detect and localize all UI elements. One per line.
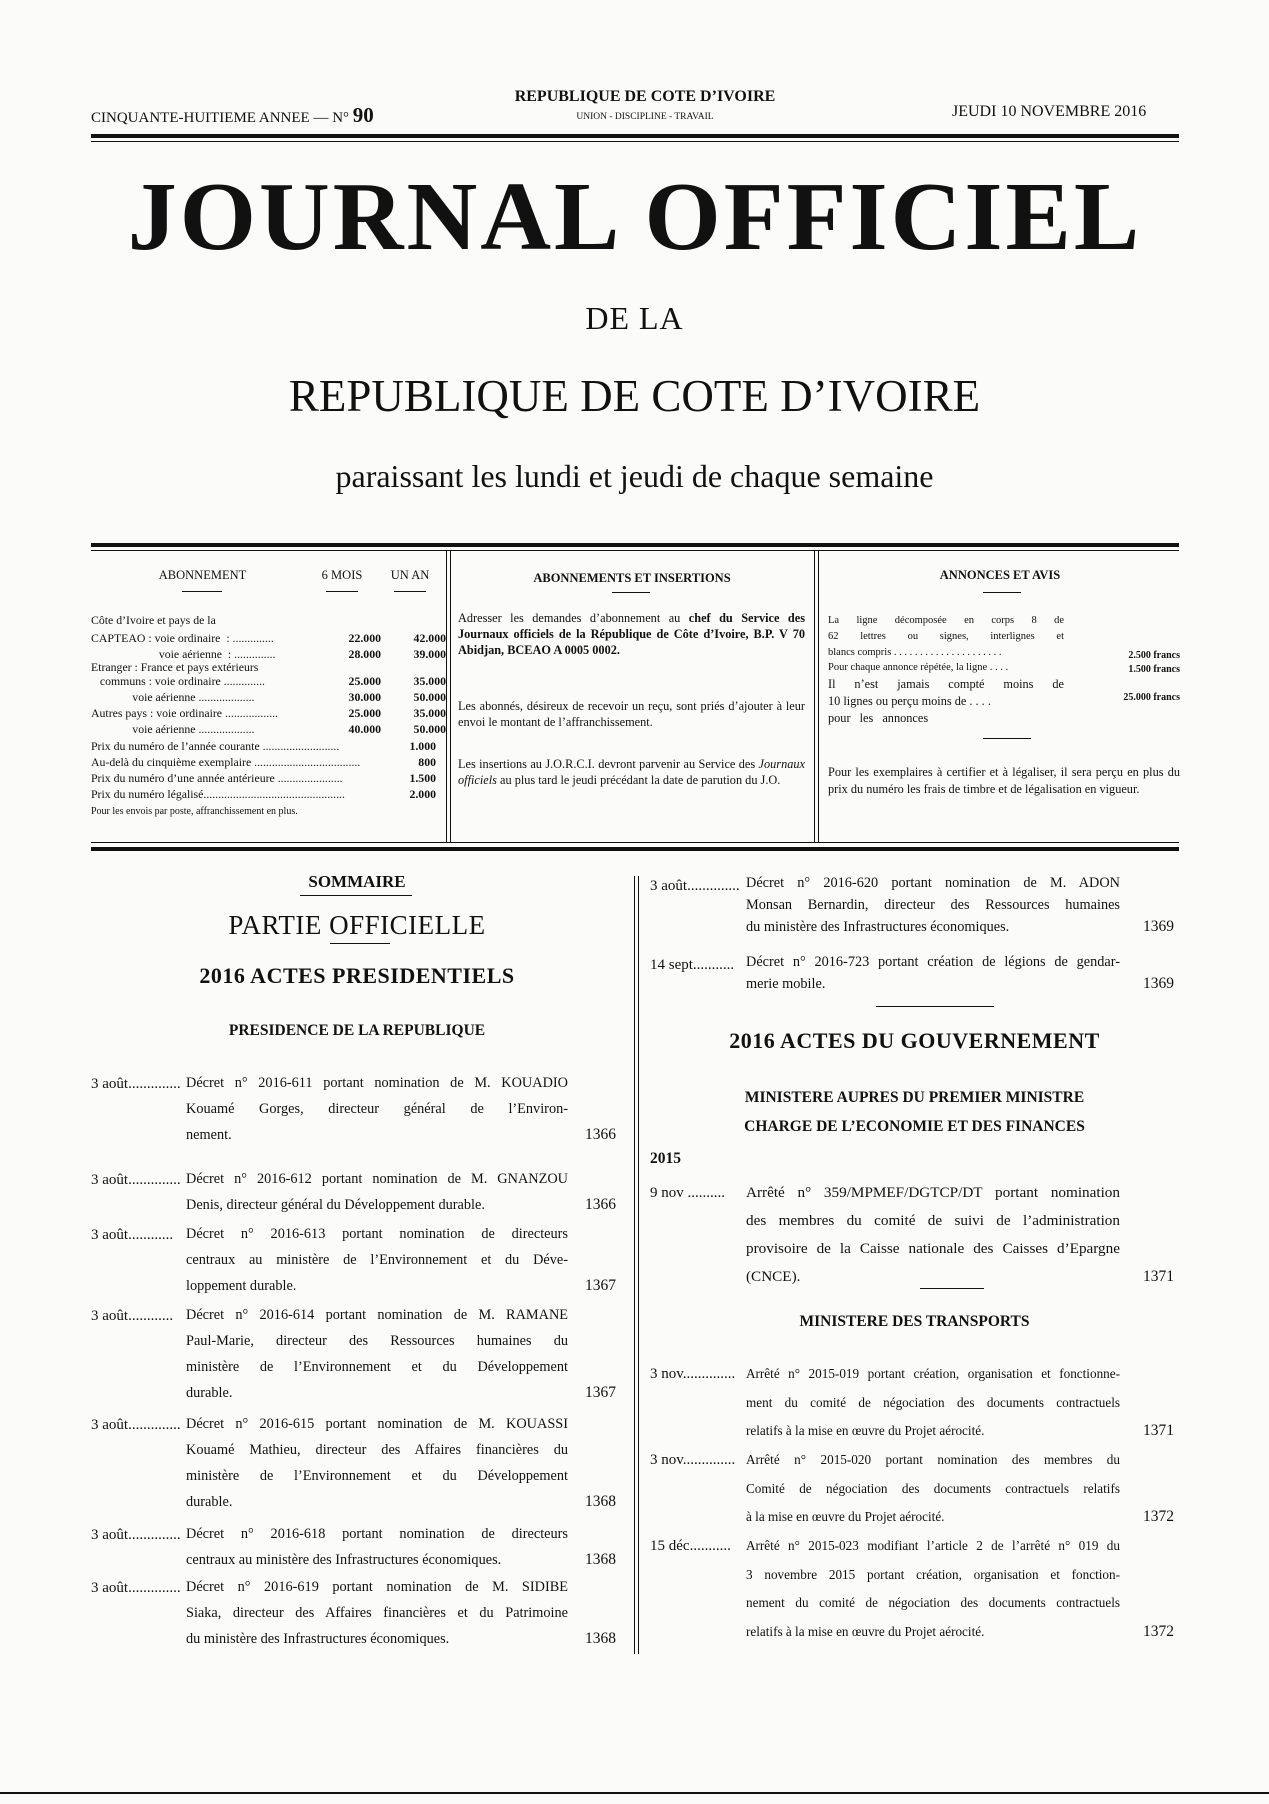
toc-line: 3 novembre 2015 portant création, organisation et fonction- xyxy=(746,1566,1120,1582)
toc-line: des membres du comité de suivi de l’administration xyxy=(746,1212,1120,1229)
issue-number: 90 xyxy=(352,103,374,127)
abonnement-header: ABONNEMENT xyxy=(158,568,247,582)
column-divider-b xyxy=(638,876,639,1654)
annonces-price-2: 1.500 francs xyxy=(1128,664,1180,675)
toc-line: Comité de négociation des documents contractuels relatifs xyxy=(746,1480,1120,1496)
rate-un-an: 2.000 xyxy=(409,787,436,801)
annonces-header: ANNONCES ET AVIS xyxy=(939,568,1061,582)
toc-description xyxy=(746,1360,1120,1446)
six-mois-underline xyxy=(326,591,358,592)
toc-date: 3 août............ xyxy=(91,1308,174,1324)
rate-label: Prix du numéro légalisé................................................ xyxy=(91,787,345,801)
toc-description xyxy=(746,1179,1120,1291)
rate-label: Prix du numéro d’une année antérieure ...................... xyxy=(91,771,343,785)
annonces-l3: blancs compris . . . . . . . . . . . . . . . . . . . . . xyxy=(828,647,1002,658)
toc-line: ment du comité de négociation des documents contractuels xyxy=(746,1394,1120,1410)
toc-description xyxy=(186,1166,568,1218)
insertions-p3 xyxy=(458,757,805,789)
toc-description xyxy=(186,1521,568,1573)
annonces-l7: pour les annonces xyxy=(828,711,929,725)
toc-line: Décret n° 2016-612 portant nomination de M. GNANZOU xyxy=(186,1171,568,1187)
toc-line: Décret n° 2016-611 portant nomination de M. KOUADIO xyxy=(186,1075,568,1091)
toc-description xyxy=(186,1221,568,1299)
column-divider xyxy=(634,876,635,1654)
toc-line: centraux au ministère de l’Environnement et du Déve- xyxy=(186,1252,568,1268)
toc-page-number: 1369 xyxy=(1143,975,1174,992)
annonces-price-1: 2.500 francs xyxy=(1128,650,1180,661)
toc-line: Monsan Bernardin, directeur des Ressources humaines xyxy=(746,897,1120,913)
rate-6-mois: 25.000 xyxy=(348,674,381,688)
rate-6-mois: 22.000 xyxy=(348,631,381,645)
toc-line: relatifs à la mise en œuvre du Projet aérocité. xyxy=(746,1423,985,1438)
rate-label: Autres pays : voie ordinaire .................. xyxy=(91,706,279,720)
toc-date: 3 août.............. xyxy=(91,1580,181,1596)
de-la: DE LA xyxy=(585,300,684,336)
box-bottom-rule-thick xyxy=(91,847,1179,851)
toc-line: ministère de l’Environnement et du Développement xyxy=(186,1359,568,1375)
toc-line: Décret n° 2016-620 portant nomination de M. ADON xyxy=(746,875,1120,891)
un-an-header: UN AN xyxy=(390,568,430,582)
annonces-underline xyxy=(983,592,1021,593)
annonces-separator xyxy=(983,738,1031,739)
toc-page-number: 1368 xyxy=(585,1493,616,1510)
toc-description xyxy=(186,1411,568,1515)
toc-line: durable. xyxy=(186,1494,233,1510)
right-separator-2 xyxy=(920,1288,984,1289)
toc-date: 3 août.............. xyxy=(91,1527,181,1543)
rate-un-an: 1.500 xyxy=(409,771,436,785)
actes-gouvernement: 2016 ACTES DU GOUVERNEMENT xyxy=(729,1028,1100,1053)
insertions-underline xyxy=(612,592,650,593)
toc-line: Décret n° 2016-723 portant création de légions de gendar- xyxy=(746,954,1120,970)
toc-line: nement du comité de négociation des documents contractuels xyxy=(746,1595,1120,1610)
ministere-eco-l1: MINISTERE AUPRES DU PREMIER MINISTRE xyxy=(744,1089,1085,1106)
rate-label: Prix du numéro de l’année courante .......................... xyxy=(91,739,340,753)
sommaire-title: SOMMAIRE xyxy=(308,872,406,891)
annonces-l1: La ligne décomposée en corps 8 de xyxy=(828,615,1064,626)
toc-line: du ministère des Infrastructures économiques. xyxy=(746,919,1010,935)
rate-un-an: 39.000 xyxy=(413,647,446,661)
insertions-p3-c: au plus tard le jeudi précédant la date de parution du J.O. xyxy=(496,772,781,787)
rate-label: Etranger : France et pays extérieurs xyxy=(91,660,259,674)
subscription-intro: Côte d’Ivoire et pays de la xyxy=(91,613,216,627)
toc-line: merie mobile. xyxy=(746,976,826,992)
annonces-l6: 10 lignes ou perçu moins de . . . . xyxy=(828,694,991,708)
journal-title: JOURNAL OFFICIEL xyxy=(127,163,1143,271)
toc-line: Kouamé Mathieu, directeur des Affaires financières du xyxy=(186,1442,568,1458)
toc-line: Kouamé Gorges, directeur général de l’Environ- xyxy=(186,1101,568,1117)
masthead-top-rule-thin xyxy=(91,141,1179,142)
toc-page-number: 1366 xyxy=(585,1126,616,1143)
toc-line: Arrêté n° 359/MPMEF/DGTCP/DT portant nomination xyxy=(746,1184,1120,1201)
annonces-price-3: 25.000 francs xyxy=(1123,692,1180,703)
edition-label xyxy=(91,103,374,128)
toc-page-number: 1367 xyxy=(585,1277,616,1294)
toc-description xyxy=(746,1446,1120,1532)
issue-date: JEUDI 10 NOVEMBRE 2016 xyxy=(952,103,1147,120)
edition-text: CINQUANTE-HUITIEME ANNEE — N° xyxy=(91,110,350,126)
masthead-top-rule xyxy=(91,134,1179,138)
partie-underline xyxy=(330,943,390,944)
toc-date: 15 déc........... xyxy=(650,1538,731,1554)
rate-6-mois: 30.000 xyxy=(348,690,381,704)
toc-date: 3 août............ xyxy=(91,1227,174,1243)
presidence-header: PRESIDENCE DE LA REPUBLIQUE xyxy=(228,1022,486,1039)
toc-line: Paul-Marie, directeur des Ressources humaines du xyxy=(186,1333,568,1349)
toc-line: Décret n° 2016-613 portant nomination de directeurs xyxy=(186,1226,568,1242)
motto: UNION - DISCIPLINE - TRAVAIL xyxy=(576,112,714,122)
toc-line: du ministère des Infrastructures économiques. xyxy=(186,1631,450,1647)
toc-line: centraux au ministère des Infrastructures économiques. xyxy=(186,1552,502,1568)
subscription-note: Pour les envois par poste, affranchissement en plus. xyxy=(91,806,298,817)
toc-line: nement. xyxy=(186,1127,232,1143)
rate-label: voie aérienne ................... xyxy=(91,722,255,736)
republic-header: REPUBLIQUE DE COTE D’IVOIRE xyxy=(514,88,776,105)
toc-line: Arrêté n° 2015-020 portant nomination des membres du xyxy=(746,1452,1120,1467)
toc-line: Arrêté n° 2015-019 portant création, organisation et fonctionne- xyxy=(746,1366,1120,1381)
toc-date: 3 nov.............. xyxy=(650,1366,736,1382)
annonces-l2: 62 lettres ou signes, interlignes et xyxy=(828,631,1064,642)
partie-officielle: PARTIE OFFICIELLE xyxy=(228,910,486,940)
toc-line: Décret n° 2016-614 portant nomination de M. RAMANE xyxy=(186,1307,568,1323)
annonces-l5: Il n’est jamais compté moins de xyxy=(828,677,1064,691)
toc-page-number: 1372 xyxy=(1143,1622,1174,1640)
toc-date: 14 sept........... xyxy=(650,957,735,973)
toc-description xyxy=(186,1574,568,1652)
rate-un-an: 50.000 xyxy=(413,690,446,704)
insertions-header: ABONNEMENTS ET INSERTIONS xyxy=(533,571,731,585)
box-divider-1 xyxy=(446,551,447,842)
rate-un-an: 800 xyxy=(418,755,436,769)
ministere-eco-l2: CHARGE DE L’ECONOMIE ET DES FINANCES xyxy=(744,1118,1085,1135)
toc-page-number: 1372 xyxy=(1143,1508,1174,1525)
toc-description xyxy=(186,1302,568,1406)
year-2015: 2015 xyxy=(650,1150,681,1167)
toc-line: Arrêté n° 2015-023 modifiant l’article 2 de l’arrêté n° 019 du xyxy=(746,1538,1120,1553)
toc-page-number: 1367 xyxy=(585,1384,616,1401)
sommaire-underline xyxy=(300,895,412,896)
box-top-rule xyxy=(91,543,1179,547)
box-divider-1b xyxy=(450,551,451,842)
rate-6-mois: 25.000 xyxy=(348,706,381,720)
toc-date: 3 août.............. xyxy=(91,1417,181,1433)
frequency-line: paraissant les lundi et jeudi de chaque semaine xyxy=(335,458,934,494)
rate-label: Au-delà du cinquième exemplaire .................................... xyxy=(91,755,361,769)
toc-description xyxy=(746,872,1120,938)
toc-page-number: 1371 xyxy=(1143,1268,1174,1285)
insertions-p1-a: Adresser les demandes d’abonnement au xyxy=(458,611,689,625)
rate-6-mois: 40.000 xyxy=(348,722,381,736)
rate-un-an: 35.000 xyxy=(413,706,446,720)
toc-description xyxy=(186,1070,568,1148)
page-bottom-rule xyxy=(0,1792,1269,1794)
rate-un-an: 42.000 xyxy=(413,631,446,645)
rate-label: communs : voie ordinaire .............. xyxy=(91,674,265,688)
insertions-p2: Les abonnés, désireux de recevoir un reçu, sont priés d’ajouter à leur envoi le montant de l’affranchissement. xyxy=(458,699,805,729)
un-an-underline xyxy=(394,591,426,592)
toc-date: 3 août.............. xyxy=(91,1172,181,1188)
box-divider-2b xyxy=(818,551,819,842)
toc-page-number: 1371 xyxy=(1143,1422,1174,1439)
toc-line: relatifs à la mise en œuvre du Projet aérocité. xyxy=(746,1623,985,1639)
toc-line: provisoire de la Caisse nationale des Caisses d’Epargne xyxy=(746,1240,1120,1257)
country-name: REPUBLIQUE DE COTE D’IVOIRE xyxy=(288,371,981,421)
toc-line: Décret n° 2016-618 portant nomination de directeurs xyxy=(186,1526,568,1542)
toc-page-number: 1368 xyxy=(585,1630,616,1647)
abonnement-underline xyxy=(182,591,222,592)
toc-description xyxy=(746,951,1120,995)
toc-line: durable. xyxy=(186,1385,233,1401)
toc-page-number: 1369 xyxy=(1143,918,1174,935)
ministere-transports: MINISTERE DES TRANSPORTS xyxy=(799,1313,1030,1330)
annonces-p4: Pour les exemplaires à certifier et à légaliser, il sera perçu en plus du prix du numéro les frais de timbre et de légalisation en vigueur. xyxy=(828,765,1180,796)
toc-line: Denis, directeur général du Développement durable. xyxy=(186,1197,485,1213)
toc-line: (CNCE). xyxy=(746,1268,801,1285)
insertions-p3-a: Les insertions au J.O.R.C.I. devront parvenir au Service des xyxy=(458,757,759,771)
toc-line: loppement durable. xyxy=(186,1278,297,1294)
rate-label: voie aérienne ................... xyxy=(91,690,255,704)
toc-line: Décret n° 2016-619 portant nomination de M. SIDIBE xyxy=(186,1579,568,1595)
rate-un-an: 1.000 xyxy=(409,739,436,753)
rate-label: CAPTEAO : voie ordinaire : .............. xyxy=(91,631,274,645)
toc-page-number: 1366 xyxy=(585,1196,616,1213)
toc-line: à la mise en œuvre du Projet aérocité. xyxy=(746,1509,945,1524)
actes-presidentiels: 2016 ACTES PRESIDENTIELS xyxy=(199,963,515,988)
toc-line: Décret n° 2016-615 portant nomination de M. KOUASSI xyxy=(186,1416,568,1432)
insertions-p3-b: Journaux officiels xyxy=(458,757,805,787)
six-mois-header: 6 MOIS xyxy=(321,568,363,582)
toc-line: ministère de l’Environnement et du Développement xyxy=(186,1468,568,1484)
rate-un-an: 35.000 xyxy=(413,674,446,688)
insertions-p1 xyxy=(458,611,805,658)
annonces-l4: Pour chaque annonce répétée, la ligne . . . . xyxy=(828,662,1009,673)
toc-date: 3 août.............. xyxy=(650,878,740,894)
toc-date: 3 nov.............. xyxy=(650,1452,736,1468)
box-divider-2 xyxy=(814,551,815,842)
insertions-p1-b: chef du Service des Journaux officiels de la République de Côte d’Ivoire, B.P. V 70 Abidjan, BCEAO A 0005 0002. xyxy=(458,611,805,657)
right-separator-1 xyxy=(876,1006,994,1007)
toc-description xyxy=(746,1532,1120,1646)
toc-page-number: 1368 xyxy=(585,1551,616,1568)
toc-date: 3 août.............. xyxy=(91,1076,181,1092)
toc-line: Siaka, directeur des Affaires financières et du Patrimoine xyxy=(186,1605,568,1621)
toc-date: 9 nov .......... xyxy=(650,1185,725,1201)
rate-6-mois: 28.000 xyxy=(348,647,381,661)
rate-label: voie aérienne : .............. xyxy=(91,647,276,661)
rate-un-an: 50.000 xyxy=(413,722,446,736)
box-bottom-rule xyxy=(91,842,1179,843)
box-top-rule-thin xyxy=(91,550,1179,551)
